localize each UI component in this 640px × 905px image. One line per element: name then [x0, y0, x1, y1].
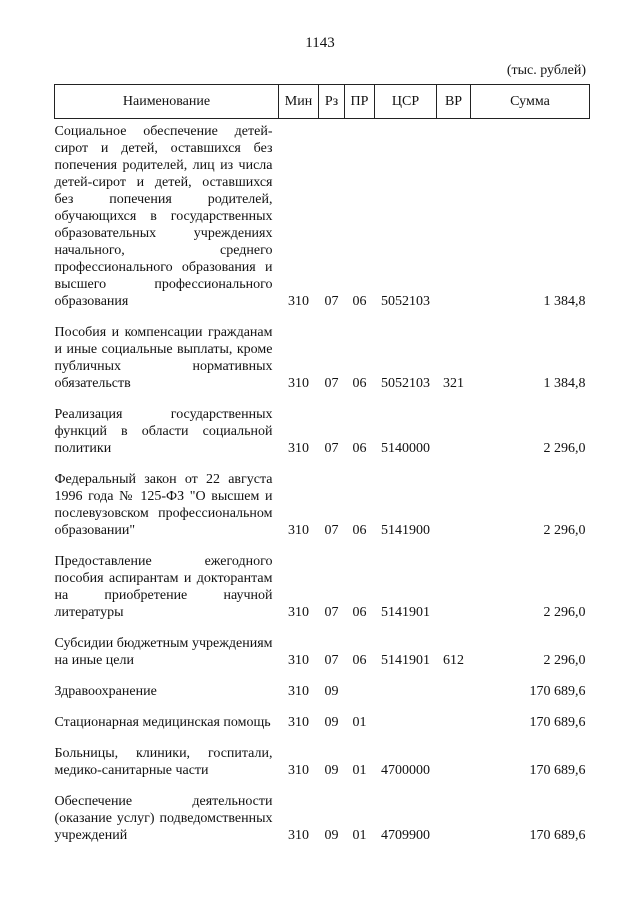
row-rz: 07 — [324, 653, 339, 668]
table-row — [55, 629, 590, 669]
row-csr: 5052103 — [381, 294, 430, 309]
table-header-row — [55, 85, 590, 119]
row-name: Стационарная медицинская помощь — [54, 715, 271, 730]
row-vr — [437, 677, 471, 700]
row-sum: 2 296,0 — [543, 523, 586, 538]
row-pr: 06 — [352, 605, 367, 620]
row-csr — [375, 708, 437, 731]
header-pr: ПР — [345, 85, 375, 119]
row-sum: 170 689,6 — [529, 828, 586, 843]
row-rz: 09 — [324, 828, 339, 843]
row-vr — [437, 708, 471, 731]
row-min: 310 — [288, 653, 309, 668]
row-vr: 612 — [443, 653, 464, 668]
row-pr: 06 — [352, 523, 367, 538]
row-rz: 07 — [324, 523, 339, 538]
row-pr — [345, 677, 375, 700]
page-number: 1143 — [305, 35, 335, 51]
row-min: 310 — [288, 376, 309, 391]
row-name: Пособия и компенсации гражданам и иные социальные выплаты, кроме публичных нормативных обязательств — [54, 325, 273, 391]
row-sum: 2 296,0 — [543, 441, 586, 456]
table-row — [55, 708, 590, 731]
header-csr: ЦСР — [375, 85, 437, 119]
row-vr — [437, 547, 471, 621]
row-vr — [437, 465, 471, 539]
table-row — [55, 318, 590, 392]
row-name: Здравоохранение — [54, 684, 157, 699]
row-name: Субсидии бюджетным учреждениям на иные цели — [54, 636, 273, 668]
header-vr: ВР — [437, 85, 471, 119]
header-name: Наименование — [55, 85, 279, 119]
row-sum: 170 689,6 — [529, 715, 586, 730]
row-rz: 09 — [324, 715, 339, 730]
budget-table — [54, 84, 590, 844]
row-pr: 01 — [352, 828, 367, 843]
row-min: 310 — [288, 828, 309, 843]
row-pr: 06 — [352, 653, 367, 668]
row-pr: 06 — [352, 441, 367, 456]
row-vr: 321 — [443, 376, 464, 391]
table-row — [55, 677, 590, 700]
row-vr — [437, 739, 471, 779]
units-label: (тыс. рублей) — [506, 63, 586, 78]
row-csr: 4700000 — [381, 763, 430, 778]
row-csr: 5141900 — [381, 523, 430, 538]
table-row — [55, 119, 590, 311]
row-rz: 09 — [324, 763, 339, 778]
header-sum: Сумма — [471, 85, 590, 119]
row-min: 310 — [288, 605, 309, 620]
row-pr: 01 — [352, 715, 367, 730]
row-vr — [437, 119, 471, 311]
table-row — [55, 400, 590, 457]
row-name: Обеспечение деятельности (оказание услуг) подведомственных учреждений — [54, 794, 273, 843]
row-min: 310 — [288, 684, 309, 699]
table-row — [55, 739, 590, 779]
row-pr: 01 — [352, 763, 367, 778]
table-row — [55, 465, 590, 539]
row-pr: 06 — [352, 376, 367, 391]
row-name: Федеральный закон от 22 августа 1996 года № 125-ФЗ "О высшем и послевузовском профессиональном образовании" — [54, 472, 273, 538]
row-rz: 07 — [324, 441, 339, 456]
row-sum: 1 384,8 — [543, 294, 586, 309]
row-vr — [437, 787, 471, 844]
row-csr: 5140000 — [381, 441, 430, 456]
row-min: 310 — [288, 523, 309, 538]
row-name: Социальное обеспечение детей-сирот и детей, оставшихся без попечения родителей, лиц из числа детей-сирот и детей, оставшихся без попечения родителей, обучающихся в государственных образовательных учреждениях начального, среднего профессионального образования и высшего профессионального образования — [54, 124, 273, 309]
row-csr: 5052103 — [381, 376, 430, 391]
row-rz: 09 — [324, 684, 339, 699]
row-rz: 07 — [324, 605, 339, 620]
row-name: Больницы, клиники, госпитали, медико-санитарные части — [54, 746, 273, 778]
row-csr: 5141901 — [381, 653, 430, 668]
row-csr: 4709900 — [381, 828, 430, 843]
row-sum: 2 296,0 — [543, 653, 586, 668]
row-name: Реализация государственных функций в области социальной политики — [54, 407, 273, 456]
row-sum: 2 296,0 — [543, 605, 586, 620]
row-vr — [437, 400, 471, 457]
table-row — [55, 787, 590, 844]
row-pr: 06 — [352, 294, 367, 309]
table-row — [55, 547, 590, 621]
row-sum: 170 689,6 — [529, 684, 586, 699]
row-min: 310 — [288, 763, 309, 778]
row-rz: 07 — [324, 294, 339, 309]
row-min: 310 — [288, 441, 309, 456]
row-rz: 07 — [324, 376, 339, 391]
row-sum: 170 689,6 — [529, 763, 586, 778]
row-name: Предоставление ежегодного пособия аспирантам и докторантам на приобретение научной литературы — [54, 554, 273, 620]
row-sum: 1 384,8 — [543, 376, 586, 391]
row-min: 310 — [288, 715, 309, 730]
header-min: Мин — [279, 85, 319, 119]
row-csr — [375, 677, 437, 700]
row-csr: 5141901 — [381, 605, 430, 620]
header-rz: Рз — [319, 85, 345, 119]
row-min: 310 — [288, 294, 309, 309]
